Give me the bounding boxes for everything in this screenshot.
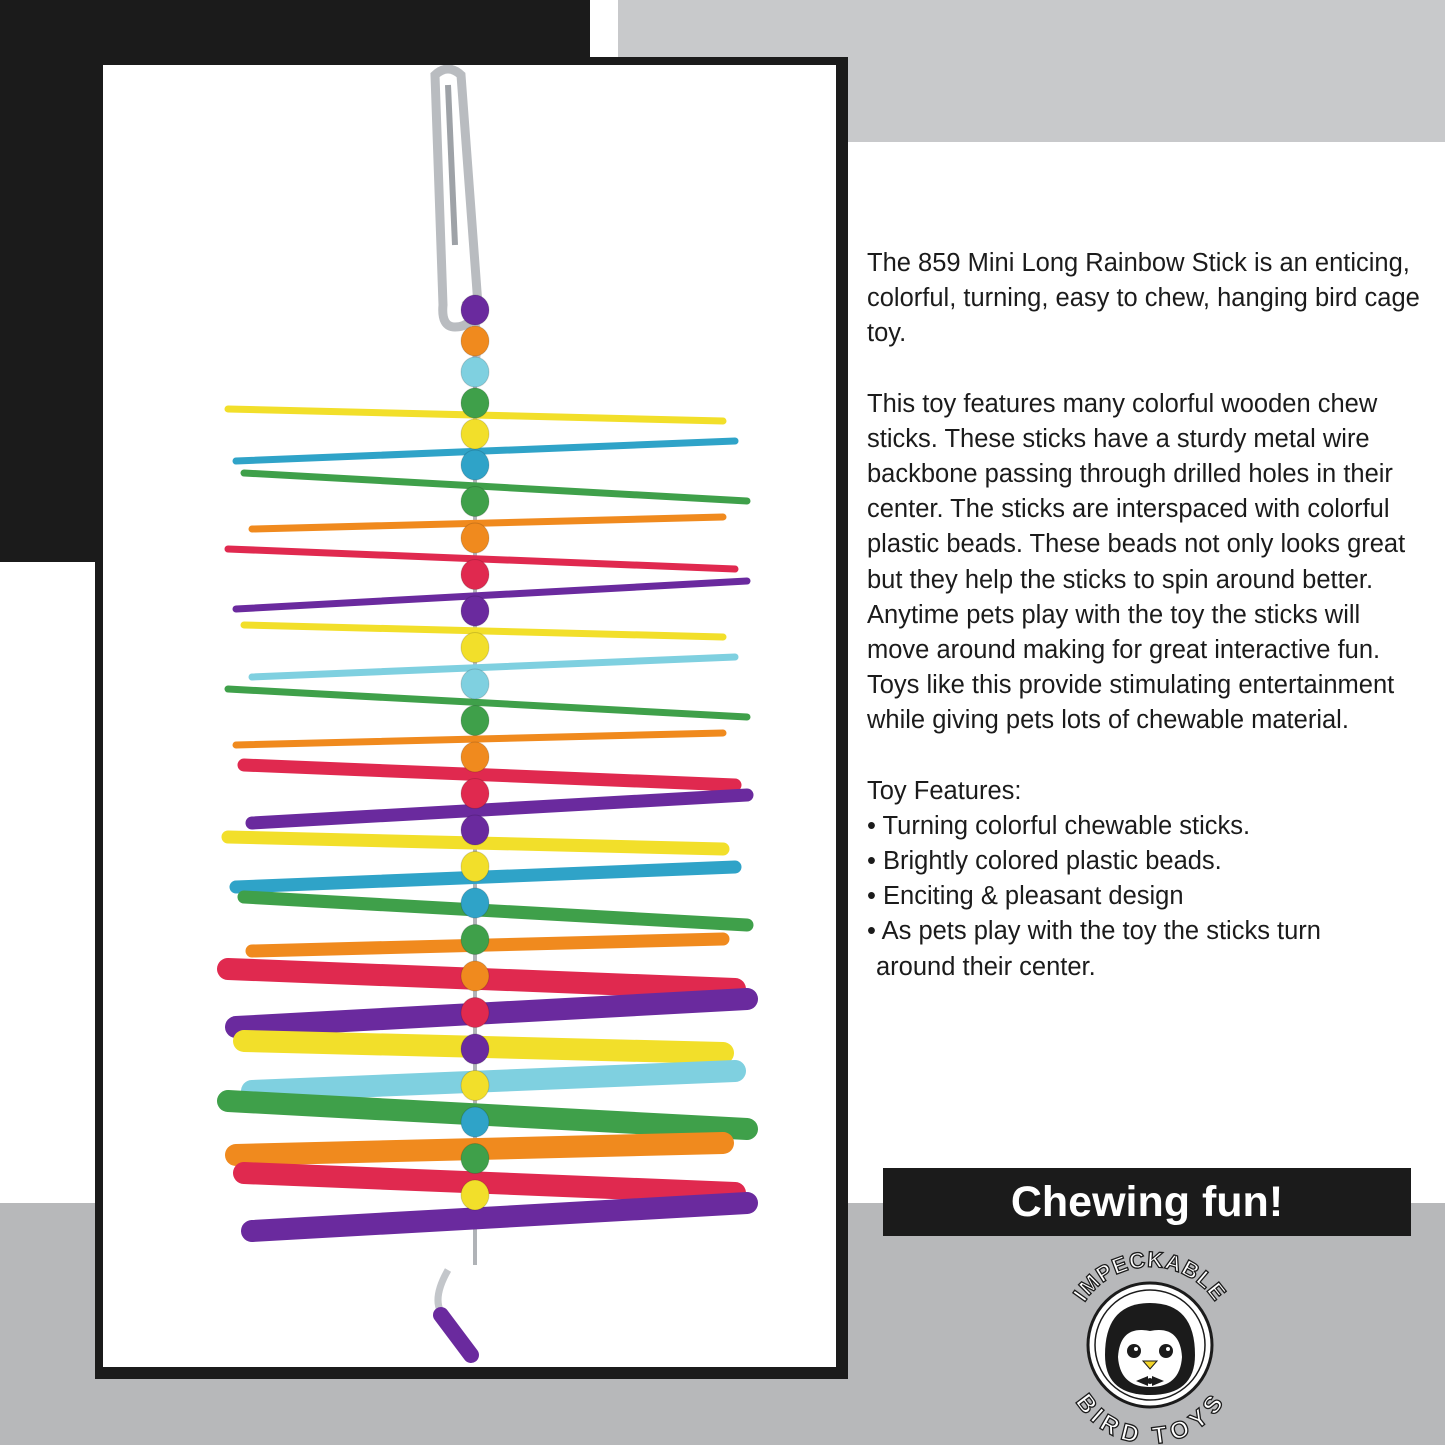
plastic-bead	[461, 596, 489, 626]
plastic-bead	[461, 523, 489, 553]
wooden-stick	[252, 1203, 747, 1231]
product-photo	[103, 65, 836, 1367]
plastic-bead	[461, 1180, 489, 1210]
bottom-hook	[438, 1270, 471, 1355]
plastic-bead	[461, 1071, 489, 1101]
wooden-stick	[236, 581, 747, 609]
rainbow-stick-toy-illustration	[103, 65, 836, 1367]
plastic-bead	[461, 998, 489, 1028]
plastic-bead	[461, 1034, 489, 1064]
plastic-bead	[461, 961, 489, 991]
plastic-bead	[461, 815, 489, 845]
logo-text-bottom: BIRD TOYS	[1070, 1388, 1230, 1445]
plastic-bead	[461, 742, 489, 772]
wooden-stick	[252, 657, 735, 677]
impeckable-bird-toys-logo	[1050, 1245, 1250, 1445]
wooden-stick	[252, 517, 723, 529]
features-title: Toy Features:	[867, 776, 1022, 805]
plastic-bead	[461, 633, 489, 663]
feature-item: • Enciting & pleasant design	[867, 882, 1184, 911]
plastic-bead	[461, 779, 489, 809]
plastic-bead	[461, 450, 489, 480]
plastic-bead	[461, 419, 489, 449]
feature-item: • Brightly colored plastic beads.	[867, 847, 1222, 876]
product-details-paragraph: This toy features many colorful wooden chew sticks. These sticks have a sturdy metal wire backbone passing through drilled holes in their center. The sticks are interspaced with colorful plastic beads. These beads not only looks great but they help the sticks to spin around better. Anytime pets play with the toy the sticks will move around making for great interactive fun. Toys like this provide stimulating entertainment while giving pets lots of chewable material.	[867, 389, 1406, 735]
wooden-stick	[244, 1173, 735, 1193]
chewing-fun-banner: Chewing fun!	[883, 1168, 1411, 1236]
product-intro-paragraph: The 859 Mini Long Rainbow Stick is an enticing, colorful, turning, easy to chew, hanging bird cage toy.	[867, 249, 1420, 348]
plastic-bead	[461, 706, 489, 736]
plastic-bead	[461, 1144, 489, 1174]
penguin-logo-icon	[1050, 1245, 1250, 1445]
wooden-stick	[252, 795, 747, 823]
wooden-stick	[244, 765, 735, 785]
plastic-bead	[461, 888, 489, 918]
wooden-stick	[252, 1071, 735, 1091]
plastic-bead	[461, 560, 489, 590]
plastic-bead	[461, 295, 489, 325]
feature-item: • Turning colorful chewable sticks.	[867, 811, 1251, 840]
wooden-stick	[236, 999, 747, 1027]
plastic-bead	[461, 1107, 489, 1137]
plastic-bead	[461, 669, 489, 699]
features-list	[867, 774, 1427, 985]
wooden-stick	[244, 473, 747, 501]
feature-item-continuation: around their center.	[876, 952, 1096, 981]
plastic-bead	[461, 487, 489, 517]
plastic-bead	[461, 388, 489, 418]
feature-item: • As pets play with the toy the sticks turn	[867, 917, 1321, 946]
product-photo-frame	[95, 57, 848, 1379]
product-description-block	[867, 246, 1427, 985]
plastic-bead	[461, 925, 489, 955]
plastic-bead	[461, 326, 489, 356]
plastic-bead	[461, 357, 489, 387]
wooden-stick	[244, 897, 747, 925]
logo-text-top: IMPECKABLE	[1068, 1246, 1232, 1306]
plastic-bead	[461, 852, 489, 882]
